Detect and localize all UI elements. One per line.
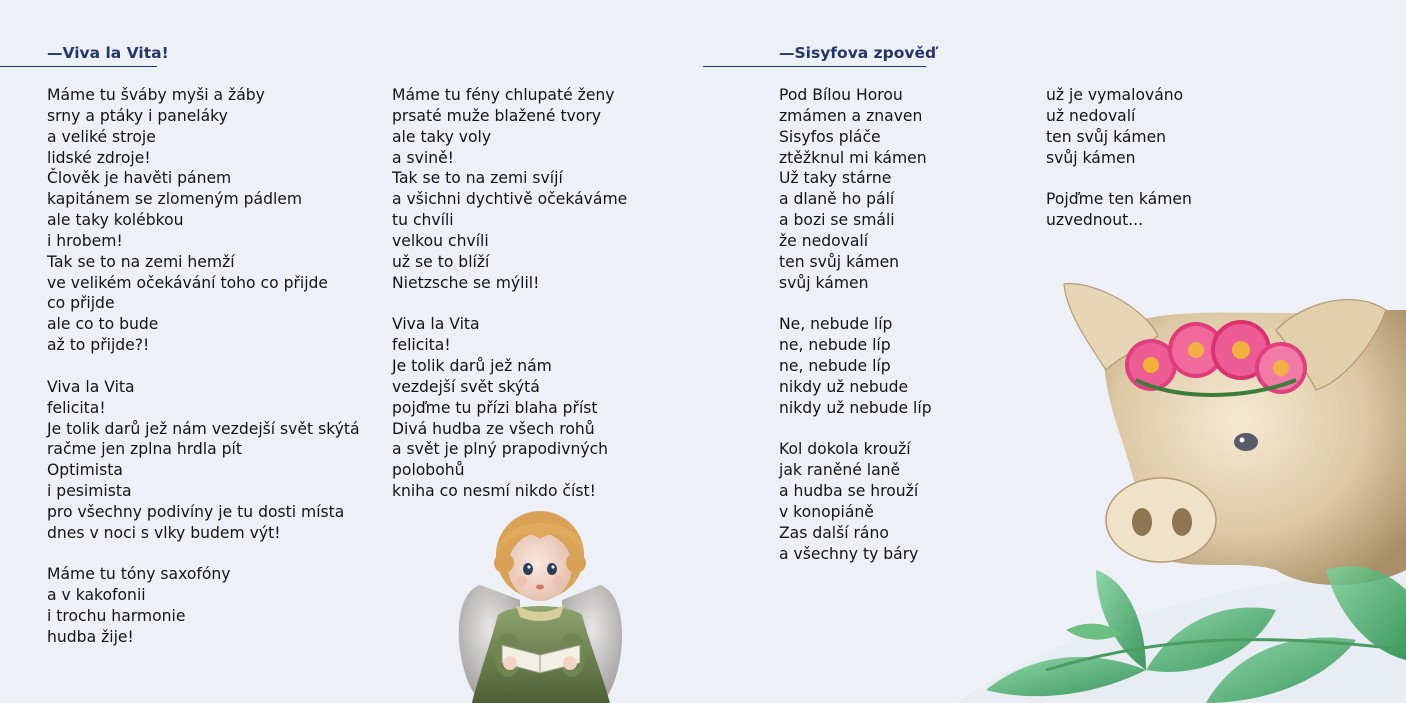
poem-line: a v kakofonii xyxy=(47,586,146,605)
angel-figurine-illustration xyxy=(440,505,640,703)
poem-line: felicita! xyxy=(392,336,451,355)
poem-line: už je vymalováno xyxy=(1046,86,1184,104)
poem-line: Pojďme ten kámen xyxy=(1046,190,1192,209)
poem-line xyxy=(1046,168,1192,189)
poem-line: už nedovalí xyxy=(1046,106,1136,125)
poem-line: že nedovalí xyxy=(779,231,869,250)
poem-line: Divá hudba ze všech rohů xyxy=(392,419,595,438)
poem-line: až to přijde?! xyxy=(47,336,150,355)
poem-line: Ne, nebude líp xyxy=(779,315,893,334)
poem-line: a dlaně ho pálí xyxy=(779,190,895,209)
poem-line: ale co to bude xyxy=(47,315,159,334)
poem-line: srny a ptáky i paneláky xyxy=(47,106,228,125)
poem-line xyxy=(779,419,932,440)
poem-line: ne, nebude líp xyxy=(779,336,891,355)
poem-line: polobohů xyxy=(392,461,465,480)
poem-line: Máme tu šváby myši a žáby xyxy=(47,86,265,104)
poem-line: Viva la Vita xyxy=(47,377,135,396)
poem-line: pro všechny podivíny je tu dosti místa xyxy=(47,502,345,521)
poem-line: Tak se to na zemi svíjí xyxy=(392,169,563,188)
poem-line: dnes v noci s vlky budem výt! xyxy=(47,523,281,542)
poem-line: Tak se to na zemi hemží xyxy=(47,252,235,271)
poem-line: a svině! xyxy=(392,148,454,167)
poem-line: kniha co nesmí nikdo číst! xyxy=(392,482,596,501)
poem-line: ale taky voly xyxy=(392,127,492,146)
poem-line: a všichni dychtivě očekáváme xyxy=(392,190,628,209)
poem-line: Viva la Vita xyxy=(392,315,480,334)
poem-line: a bozi se smáli xyxy=(779,211,895,230)
poem-column-1 xyxy=(47,85,360,648)
right-page xyxy=(703,0,1406,703)
poem-line: ale taky kolébkou xyxy=(47,211,184,230)
poem-line: tu chvíli xyxy=(392,211,454,230)
poem-line: v konopiáně xyxy=(779,502,874,521)
poem-line: ztěžknul mi kámen xyxy=(779,148,927,167)
poem-column-1 xyxy=(779,85,932,564)
poem-line: velkou chvíli xyxy=(392,231,489,250)
poem-line: i hrobem! xyxy=(47,231,123,250)
poem-line: i trochu harmonie xyxy=(47,607,186,626)
poem-line: uzvednout... xyxy=(1046,211,1144,230)
poem-line: prsaté muže blažené tvory xyxy=(392,106,601,125)
poem-line: ve velikém očekávání toho co přijde xyxy=(47,273,329,292)
poem-line: svůj kámen xyxy=(1046,148,1136,167)
poem-column-2 xyxy=(392,85,627,502)
poem-line: vezdejší svět skýtá xyxy=(392,377,540,396)
poem-line: Pod Bílou Horou xyxy=(779,86,903,104)
poem-column-2 xyxy=(1046,85,1192,231)
poem-line: Je tolik darů jež nám vezdejší svět skýtá xyxy=(47,419,360,438)
title-rule xyxy=(0,66,157,67)
poem-line: Zas další ráno xyxy=(779,523,889,542)
poem-line: svůj kámen xyxy=(779,273,869,292)
poem-line: i pesimista xyxy=(47,482,132,501)
poem-line: ne, nebude líp xyxy=(779,356,891,375)
poem-line: Už taky stárne xyxy=(779,169,892,188)
poem-line: Kol dokola krouží xyxy=(779,440,911,459)
poem-line: hudba žije! xyxy=(47,627,134,646)
poem-line xyxy=(47,356,360,377)
poem-title: —Viva la Vita! xyxy=(47,44,169,62)
poem-line: Člověk je havěti pánem xyxy=(47,169,232,188)
poem-line: zmámen a znaven xyxy=(779,106,923,125)
poem-line: Sisyfos pláče xyxy=(779,127,881,146)
poem-line: pojďme tu přízi blaha příst xyxy=(392,398,598,417)
poem-line xyxy=(392,293,627,314)
poem-line: a hudba se hrouží xyxy=(779,482,919,501)
poem-line: jak raněné laně xyxy=(779,461,901,480)
poem-line: račme jen zplna hrdla pít xyxy=(47,440,242,459)
pig-statue-illustration xyxy=(946,270,1406,703)
poem-line xyxy=(47,544,360,565)
poem-line: nikdy už nebude xyxy=(779,377,909,396)
poem-line: Máme tu fény chlupaté ženy xyxy=(392,86,615,104)
poem-line: Optimista xyxy=(47,461,123,480)
title-rule xyxy=(703,66,926,67)
poem-line: a veliké stroje xyxy=(47,127,156,146)
poem-line: kapitánem se zlomeným pádlem xyxy=(47,190,303,209)
poem-line: Je tolik darů jež nám xyxy=(392,356,552,375)
poem-line xyxy=(779,293,932,314)
poem-line: a svět je plný prapodivných xyxy=(392,440,609,459)
poem-line: felicita! xyxy=(47,398,106,417)
poem-line: Nietzsche se mýlil! xyxy=(392,273,540,292)
poem-line: už se to blíží xyxy=(392,252,490,271)
poem-title: —Sisyfova zpověď xyxy=(779,44,937,62)
poem-line: Máme tu tóny saxofóny xyxy=(47,565,231,584)
poem-line: ten svůj kámen xyxy=(779,252,900,271)
poem-line: a všechny ty báry xyxy=(779,544,919,563)
poem-line: lidské zdroje! xyxy=(47,148,151,167)
poem-line: nikdy už nebude líp xyxy=(779,398,932,417)
poem-line: ten svůj kámen xyxy=(1046,127,1167,146)
poem-line: co přijde xyxy=(47,294,115,313)
